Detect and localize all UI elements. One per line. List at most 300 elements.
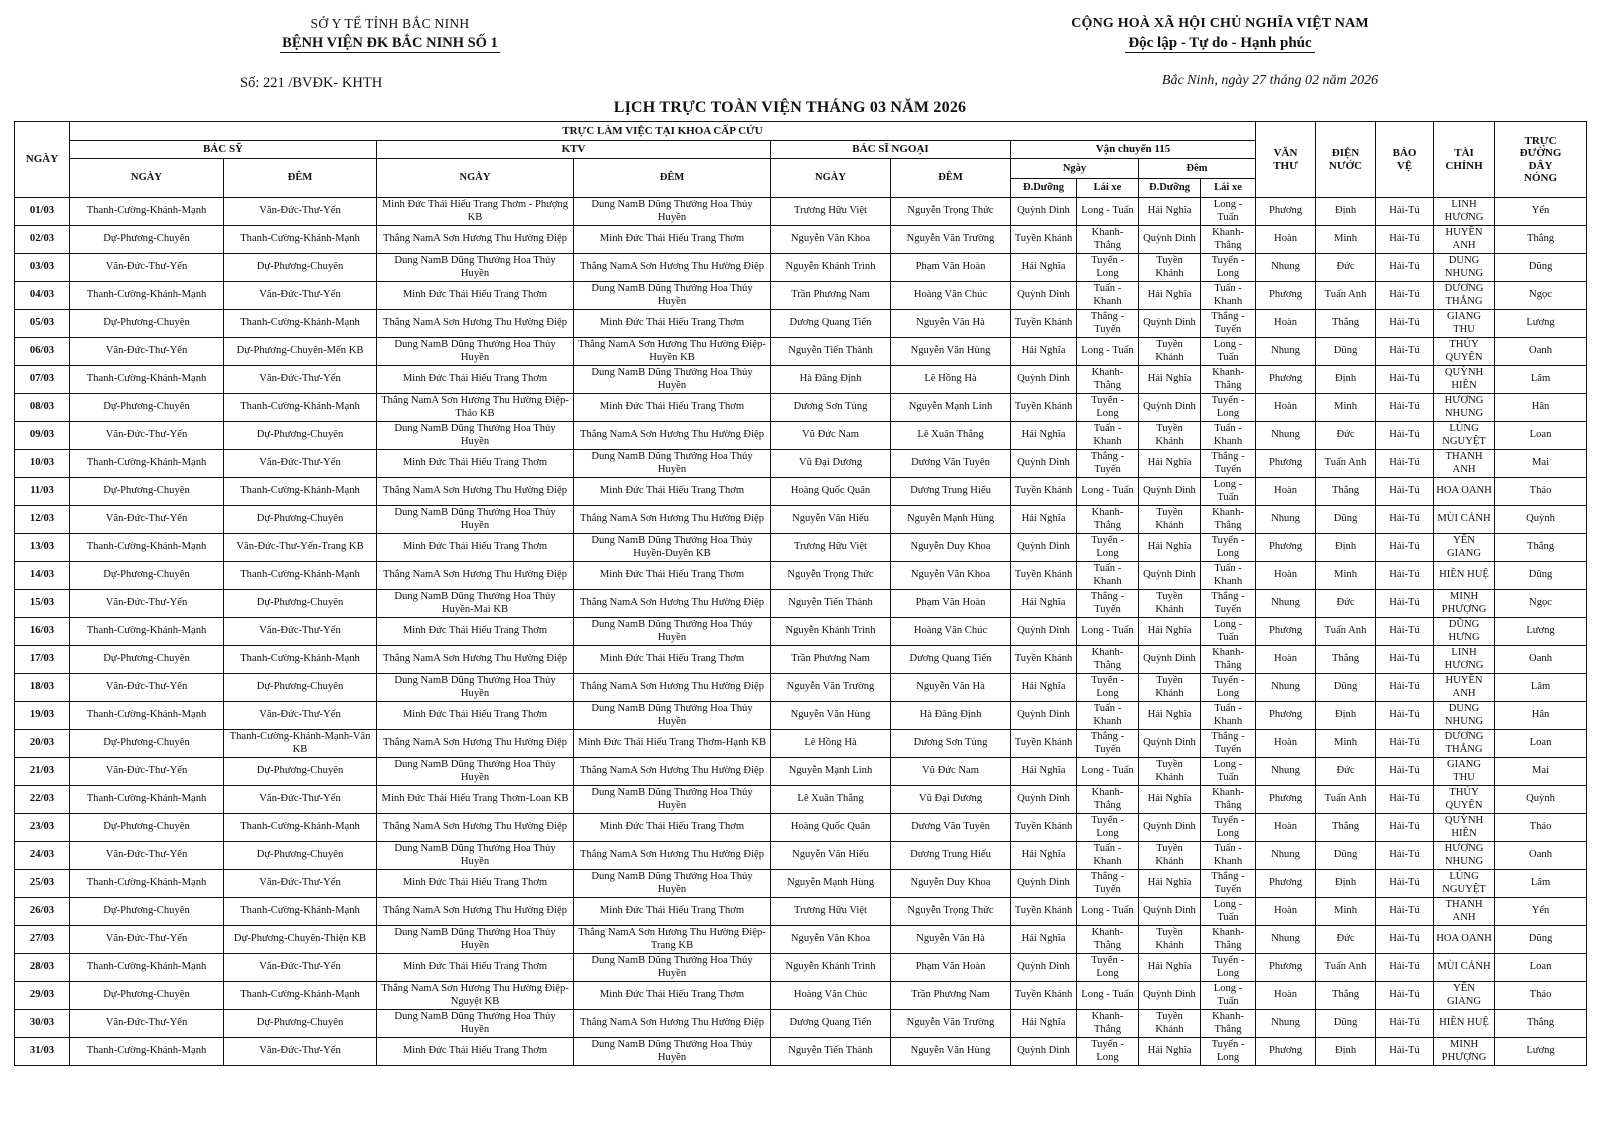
cell-bsn_ngay: Trần Phương Nam (771, 282, 891, 310)
cell-date: 05/03 (15, 310, 70, 338)
cell-vc_ngay_lx: Tuyến - Long (1077, 814, 1139, 842)
cell-tai_chinh: HOA OANH (1434, 926, 1495, 954)
cell-tai_chinh: GIANG THU (1434, 310, 1495, 338)
table-row (15, 674, 1587, 702)
cell-bs_ngay: Thanh-Cường-Khánh-Mạnh (70, 198, 224, 226)
cell-bsn_dem: Dương Trung Hiếu (891, 478, 1011, 506)
cell-van_thu: Nhung (1256, 758, 1316, 786)
cell-vc_ngay_dd: Hải Nghĩa (1011, 506, 1077, 534)
cell-bsn_ngay: Nguyễn Tiến Thành (771, 590, 891, 618)
table-header (15, 122, 1587, 198)
cell-ktv_dem: Minh Đức Thái Hiếu Trang Thơm (574, 226, 771, 254)
cell-date: 29/03 (15, 982, 70, 1010)
cell-bs_dem: Văn-Đức-Thư-Yến (224, 870, 377, 898)
cell-bs_dem: Dự-Phương-Chuyên (224, 1010, 377, 1038)
cell-vc_dem_dd: Quỳnh Dinh (1139, 394, 1201, 422)
cell-bsn_dem: Phạm Văn Hoàn (891, 954, 1011, 982)
cell-vc_ngay_lx: Khanh-Thắng (1077, 1010, 1139, 1038)
cell-bao_ve: Hải-Tú (1376, 674, 1434, 702)
cell-day_nong: Quỳnh (1495, 506, 1587, 534)
cell-bsn_dem: Nguyễn Văn Hùng (891, 1038, 1011, 1066)
national-motto-line2: Độc lập - Tự do - Hạnh phúc (930, 35, 1510, 52)
cell-vc_dem_lx: Thắng - Tuyến (1201, 590, 1256, 618)
cell-bs_dem: Thanh-Cường-Khánh-Mạnh (224, 226, 377, 254)
col-header-ktv-ngay: NGÀY (377, 159, 574, 198)
cell-tai_chinh: MÙI CẢNH (1434, 954, 1495, 982)
cell-tai_chinh: LÙNG NGUYỆT (1434, 870, 1495, 898)
cell-vc_ngay_lx: Tuấn - Khanh (1077, 422, 1139, 450)
cell-date: 15/03 (15, 590, 70, 618)
cell-tai_chinh: LINH HƯƠNG (1434, 198, 1495, 226)
cell-bsn_ngay: Trương Hữu Việt (771, 198, 891, 226)
table-row (15, 562, 1587, 590)
cell-bao_ve: Hải-Tú (1376, 338, 1434, 366)
cell-bsn_ngay: Nguyễn Khánh Trình (771, 954, 891, 982)
cell-bao_ve: Hải-Tú (1376, 562, 1434, 590)
cell-tai_chinh: HUYỀN ANH (1434, 226, 1495, 254)
cell-bsn_ngay: Nguyễn Văn Hiếu (771, 842, 891, 870)
cell-bs_ngay: Văn-Đức-Thư-Yến (70, 842, 224, 870)
col-header-tai-chinh: TÀI CHÍNH (1434, 122, 1495, 198)
cell-bs_dem: Thanh-Cường-Khánh-Mạnh (224, 814, 377, 842)
cell-tai_chinh: QUỲNH HIỀN (1434, 366, 1495, 394)
table-row (15, 310, 1587, 338)
cell-ktv_dem: Minh Đức Thái Hiếu Trang Thơm (574, 394, 771, 422)
cell-date: 25/03 (15, 870, 70, 898)
cell-vc_ngay_lx: Tuyến - Long (1077, 394, 1139, 422)
cell-bs_ngay: Thanh-Cường-Khánh-Mạnh (70, 282, 224, 310)
cell-bsn_dem: Nguyễn Mạnh Hùng (891, 506, 1011, 534)
cell-bao_ve: Hải-Tú (1376, 506, 1434, 534)
cell-vc_ngay_dd: Quỳnh Dinh (1011, 282, 1077, 310)
cell-van_thu: Nhung (1256, 590, 1316, 618)
cell-bsn_dem: Nguyễn Trọng Thức (891, 898, 1011, 926)
cell-vc_ngay_lx: Tuyến - Long (1077, 954, 1139, 982)
table-row (15, 394, 1587, 422)
cell-date: 17/03 (15, 646, 70, 674)
cell-ktv_dem: Minh Đức Thái Hiếu Trang Thơm (574, 646, 771, 674)
cell-vc_dem_dd: Quỳnh Dinh (1139, 310, 1201, 338)
cell-bs_ngay: Thanh-Cường-Khánh-Mạnh (70, 870, 224, 898)
cell-vc_dem_dd: Hải Nghĩa (1139, 198, 1201, 226)
cell-van_thu: Phương (1256, 954, 1316, 982)
cell-bs_dem: Dự-Phương-Chuyên (224, 842, 377, 870)
cell-ktv_dem: Minh Đức Thái Hiếu Trang Thơm (574, 310, 771, 338)
cell-bs_ngay: Thanh-Cường-Khánh-Mạnh (70, 1038, 224, 1066)
cell-date: 12/03 (15, 506, 70, 534)
cell-dien_nuoc: Đức (1316, 926, 1376, 954)
cell-bs_ngay: Dự-Phương-Chuyên (70, 394, 224, 422)
cell-tai_chinh: HIỀN HUỆ (1434, 1010, 1495, 1038)
cell-bs_ngay: Dự-Phương-Chuyên (70, 562, 224, 590)
cell-vc_ngay_lx: Long - Tuấn (1077, 898, 1139, 926)
cell-dien_nuoc: Đức (1316, 590, 1376, 618)
cell-ktv_ngay: Thắng NamA Sơn Hương Thu Hường Điệp (377, 814, 574, 842)
cell-van_thu: Phương (1256, 366, 1316, 394)
cell-day_nong: Loan (1495, 954, 1587, 982)
cell-bao_ve: Hải-Tú (1376, 982, 1434, 1010)
table-row (15, 226, 1587, 254)
cell-bs_ngay: Thanh-Cường-Khánh-Mạnh (70, 618, 224, 646)
cell-vc_dem_lx: Khanh-Thắng (1201, 1010, 1256, 1038)
col-header-vc-dem-dieu-duong: Đ.Dưỡng (1139, 179, 1201, 198)
cell-bao_ve: Hải-Tú (1376, 786, 1434, 814)
cell-bsn_ngay: Nguyễn Khánh Trình (771, 618, 891, 646)
cell-ktv_ngay: Minh Đức Thái Hiếu Trang Thơm (377, 702, 574, 730)
cell-vc_dem_dd: Hải Nghĩa (1139, 618, 1201, 646)
cell-vc_ngay_lx: Khanh-Thắng (1077, 366, 1139, 394)
cell-bsn_dem: Vũ Đại Dương (891, 786, 1011, 814)
cell-ktv_dem: Minh Đức Thái Hiếu Trang Thơm (574, 478, 771, 506)
cell-bs_ngay: Dự-Phương-Chuyên (70, 478, 224, 506)
cell-bsn_dem: Nguyễn Mạnh Linh (891, 394, 1011, 422)
cell-dien_nuoc: Thắng (1316, 982, 1376, 1010)
cell-ktv_dem: Thắng NamA Sơn Hương Thu Hường Điệp-Huyền KB (574, 338, 771, 366)
cell-vc_ngay_dd: Hải Nghĩa (1011, 422, 1077, 450)
cell-vc_ngay_lx: Long - Tuấn (1077, 338, 1139, 366)
cell-dien_nuoc: Định (1316, 870, 1376, 898)
cell-bsn_ngay: Dương Sơn Tùng (771, 394, 891, 422)
cell-ktv_dem: Minh Đức Thái Hiếu Trang Thơm (574, 562, 771, 590)
cell-ktv_ngay: Minh Đức Thái Hiếu Trang Thơm (377, 618, 574, 646)
cell-bs_ngay: Thanh-Cường-Khánh-Mạnh (70, 786, 224, 814)
cell-vc_ngay_lx: Tuấn - Khanh (1077, 842, 1139, 870)
cell-vc_ngay_dd: Tuyền Khánh (1011, 646, 1077, 674)
table-row (15, 422, 1587, 450)
cell-bs_ngay: Dự-Phương-Chuyên (70, 730, 224, 758)
cell-bs_ngay: Văn-Đức-Thư-Yến (70, 254, 224, 282)
cell-date: 18/03 (15, 674, 70, 702)
cell-day_nong: Dũng (1495, 562, 1587, 590)
cell-vc_ngay_dd: Tuyền Khánh (1011, 814, 1077, 842)
cell-tai_chinh: MINH PHƯỢNG (1434, 590, 1495, 618)
cell-bsn_ngay: Nguyễn Văn Khoa (771, 926, 891, 954)
cell-vc_ngay_lx: Khanh-Thắng (1077, 786, 1139, 814)
col-header-date: NGÀY (15, 122, 70, 198)
cell-vc_ngay_dd: Tuyền Khánh (1011, 310, 1077, 338)
cell-ktv_ngay: Dung NamB Dũng Thưởng Hoa Thủy Huyền (377, 1010, 574, 1038)
cell-ktv_dem: Thắng NamA Sơn Hương Thu Hường Điệp (574, 674, 771, 702)
table-row (15, 758, 1587, 786)
cell-vc_ngay_lx: Tuyến - Long (1077, 674, 1139, 702)
col-header-van-thu: VĂN THƯ (1256, 122, 1316, 198)
cell-vc_ngay_dd: Hải Nghĩa (1011, 590, 1077, 618)
table-row (15, 618, 1587, 646)
col-header-vc-dem-lai-xe: Lái xe (1201, 179, 1256, 198)
col-group-ktv: KTV (377, 141, 771, 159)
cell-bs_ngay: Dự-Phương-Chuyên (70, 898, 224, 926)
cell-bsn_dem: Hoàng Văn Chúc (891, 618, 1011, 646)
col-header-bsn-ngay: NGÀY (771, 159, 891, 198)
cell-ktv_dem: Thắng NamA Sơn Hương Thu Hường Điệp-Trang KB (574, 926, 771, 954)
cell-vc_ngay_dd: Hải Nghĩa (1011, 254, 1077, 282)
cell-tai_chinh: MÙI CẢNH (1434, 506, 1495, 534)
cell-ktv_ngay: Minh Đức Thái Hiếu Trang Thơm (377, 954, 574, 982)
cell-vc_dem_lx: Tuấn - Khanh (1201, 562, 1256, 590)
cell-vc_dem_lx: Thắng - Tuyến (1201, 310, 1256, 338)
cell-ktv_dem: Minh Đức Thái Hiếu Trang Thơm (574, 898, 771, 926)
cell-day_nong: Lương (1495, 618, 1587, 646)
cell-bao_ve: Hải-Tú (1376, 478, 1434, 506)
cell-bao_ve: Hải-Tú (1376, 590, 1434, 618)
cell-van_thu: Phương (1256, 702, 1316, 730)
table-row (15, 534, 1587, 562)
cell-bao_ve: Hải-Tú (1376, 1010, 1434, 1038)
cell-bs_ngay: Văn-Đức-Thư-Yến (70, 422, 224, 450)
cell-dien_nuoc: Tuấn Anh (1316, 450, 1376, 478)
cell-van_thu: Phương (1256, 282, 1316, 310)
cell-bs_ngay: Dự-Phương-Chuyên (70, 982, 224, 1010)
cell-date: 01/03 (15, 198, 70, 226)
cell-bao_ve: Hải-Tú (1376, 618, 1434, 646)
cell-bsn_ngay: Hà Đăng Định (771, 366, 891, 394)
cell-ktv_dem: Dung NamB Dũng Thưởng Hoa Thủy Huyền (574, 450, 771, 478)
col-header-bs-dem: ĐÊM (224, 159, 377, 198)
cell-bsn_ngay: Hoàng Quốc Quân (771, 478, 891, 506)
cell-bsn_dem: Nguyễn Văn Trường (891, 1010, 1011, 1038)
cell-van_thu: Nhung (1256, 926, 1316, 954)
cell-vc_ngay_dd: Tuyền Khánh (1011, 226, 1077, 254)
cell-bs_dem: Thanh-Cường-Khánh-Mạnh-Vân KB (224, 730, 377, 758)
cell-van_thu: Hoàn (1256, 814, 1316, 842)
cell-bs_ngay: Dự-Phương-Chuyên (70, 646, 224, 674)
cell-bsn_dem: Nguyễn Duy Khoa (891, 870, 1011, 898)
cell-ktv_ngay: Minh Đức Thái Hiếu Trang Thơm (377, 870, 574, 898)
cell-bsn_dem: Nguyễn Văn Hà (891, 674, 1011, 702)
table-row (15, 338, 1587, 366)
org-name: BỆNH VIỆN ĐK BẮC NINH SỐ 1 (282, 35, 498, 51)
cell-vc_dem_dd: Tuyền Khánh (1139, 590, 1201, 618)
cell-ktv_dem: Thắng NamA Sơn Hương Thu Hường Điệp (574, 758, 771, 786)
cell-day_nong: Yến (1495, 198, 1587, 226)
cell-vc_dem_lx: Khanh-Thắng (1201, 646, 1256, 674)
cell-vc_ngay_lx: Long - Tuấn (1077, 198, 1139, 226)
cell-date: 27/03 (15, 926, 70, 954)
cell-vc_dem_dd: Hải Nghĩa (1139, 366, 1201, 394)
cell-date: 28/03 (15, 954, 70, 982)
cell-dien_nuoc: Minh (1316, 730, 1376, 758)
table-row (15, 786, 1587, 814)
cell-day_nong: Hân (1495, 702, 1587, 730)
cell-bsn_dem: Dương Sơn Tùng (891, 730, 1011, 758)
cell-vc_ngay_dd: Quỳnh Dinh (1011, 534, 1077, 562)
cell-day_nong: Hân (1495, 394, 1587, 422)
cell-bao_ve: Hải-Tú (1376, 898, 1434, 926)
cell-bsn_dem: Nguyễn Văn Trường (891, 226, 1011, 254)
cell-ktv_dem: Dung NamB Dũng Thưởng Hoa Thủy Huyền (574, 870, 771, 898)
cell-bsn_ngay: Vũ Đức Nam (771, 422, 891, 450)
cell-vc_dem_lx: Khanh-Thắng (1201, 926, 1256, 954)
cell-ktv_dem: Minh Đức Thái Hiếu Trang Thơm-Hạnh KB (574, 730, 771, 758)
cell-bao_ve: Hải-Tú (1376, 198, 1434, 226)
cell-bsn_dem: Hoàng Văn Chúc (891, 282, 1011, 310)
cell-vc_ngay_dd: Quỳnh Dinh (1011, 450, 1077, 478)
cell-vc_dem_lx: Khanh-Thắng (1201, 226, 1256, 254)
cell-vc_dem_lx: Tuyến - Long (1201, 394, 1256, 422)
cell-bao_ve: Hải-Tú (1376, 758, 1434, 786)
cell-vc_ngay_lx: Khanh-Thắng (1077, 646, 1139, 674)
cell-vc_dem_dd: Hải Nghĩa (1139, 702, 1201, 730)
col-header-vc-ngay-lai-xe: Lái xe (1077, 179, 1139, 198)
cell-date: 20/03 (15, 730, 70, 758)
cell-van_thu: Nhung (1256, 422, 1316, 450)
cell-vc_dem_lx: Khanh-Thắng (1201, 506, 1256, 534)
col-header-ktv-dem: ĐÊM (574, 159, 771, 198)
schedule-table (14, 121, 1587, 1066)
cell-dien_nuoc: Tuấn Anh (1316, 786, 1376, 814)
cell-vc_dem_dd: Hải Nghĩa (1139, 786, 1201, 814)
cell-ktv_dem: Minh Đức Thái Hiếu Trang Thơm (574, 982, 771, 1010)
cell-vc_ngay_lx: Tuấn - Khanh (1077, 282, 1139, 310)
cell-van_thu: Phương (1256, 198, 1316, 226)
cell-dien_nuoc: Định (1316, 702, 1376, 730)
cell-van_thu: Hoàn (1256, 982, 1316, 1010)
cell-tai_chinh: THANH ANH (1434, 450, 1495, 478)
table-row (15, 926, 1587, 954)
cell-day_nong: Thảo (1495, 478, 1587, 506)
cell-tai_chinh: THANH ANH (1434, 898, 1495, 926)
cell-vc_dem_dd: Quỳnh Dinh (1139, 814, 1201, 842)
cell-day_nong: Dũng (1495, 254, 1587, 282)
cell-van_thu: Hoàn (1256, 646, 1316, 674)
cell-bs_ngay: Thanh-Cường-Khánh-Mạnh (70, 366, 224, 394)
cell-vc_dem_dd: Tuyền Khánh (1139, 674, 1201, 702)
cell-dien_nuoc: Tuấn Anh (1316, 954, 1376, 982)
cell-van_thu: Nhung (1256, 506, 1316, 534)
cell-bao_ve: Hải-Tú (1376, 814, 1434, 842)
cell-vc_ngay_dd: Tuyền Khánh (1011, 982, 1077, 1010)
cell-day_nong: Oanh (1495, 842, 1587, 870)
cell-ktv_dem: Thắng NamA Sơn Hương Thu Hường Điệp (574, 1010, 771, 1038)
cell-bsn_dem: Nguyễn Văn Hùng (891, 338, 1011, 366)
cell-bao_ve: Hải-Tú (1376, 870, 1434, 898)
cell-vc_ngay_lx: Tuyến - Long (1077, 534, 1139, 562)
cell-day_nong: Loan (1495, 422, 1587, 450)
cell-ktv_ngay: Minh Đức Thái Hiếu Trang Thơm-Loan KB (377, 786, 574, 814)
cell-vc_dem_dd: Quỳnh Dinh (1139, 730, 1201, 758)
col-group-van-chuyen-115: Vận chuyển 115 (1011, 141, 1256, 159)
cell-dien_nuoc: Đức (1316, 422, 1376, 450)
cell-dien_nuoc: Minh (1316, 226, 1376, 254)
table-row (15, 366, 1587, 394)
cell-vc_dem_lx: Tuấn - Khanh (1201, 282, 1256, 310)
org-parent-name: SỞ Y TẾ TỈNH BẮC NINH (310, 16, 470, 31)
table-row (15, 982, 1587, 1010)
cell-bsn_ngay: Nguyễn Mạnh Hùng (771, 870, 891, 898)
cell-bs_dem: Văn-Đức-Thư-Yến (224, 618, 377, 646)
cell-tai_chinh: HIỀN HUỆ (1434, 562, 1495, 590)
cell-vc_ngay_dd: Hải Nghĩa (1011, 674, 1077, 702)
cell-day_nong: Thắng (1495, 1010, 1587, 1038)
cell-bsn_ngay: Nguyễn Tiến Thành (771, 1038, 891, 1066)
cell-bsn_dem: Dương Quang Tiến (891, 646, 1011, 674)
cell-tai_chinh: DƯƠNG THẮNG (1434, 282, 1495, 310)
cell-van_thu: Hoàn (1256, 226, 1316, 254)
cell-vc_dem_lx: Thắng - Tuyến (1201, 730, 1256, 758)
cell-bsn_ngay: Lê Xuân Thắng (771, 786, 891, 814)
cell-vc_ngay_dd: Quỳnh Dinh (1011, 954, 1077, 982)
cell-bs_dem: Văn-Đức-Thư-Yến (224, 282, 377, 310)
cell-dien_nuoc: Tuấn Anh (1316, 618, 1376, 646)
cell-ktv_ngay: Minh Đức Thái Hiếu Trang Thơm (377, 450, 574, 478)
cell-dien_nuoc: Đức (1316, 254, 1376, 282)
cell-van_thu: Nhung (1256, 1010, 1316, 1038)
cell-day_nong: Mai (1495, 758, 1587, 786)
cell-vc_dem_lx: Long - Tuấn (1201, 982, 1256, 1010)
cell-tai_chinh: HUYỀN ANH (1434, 674, 1495, 702)
cell-van_thu: Phương (1256, 450, 1316, 478)
cell-ktv_ngay: Thắng NamA Sơn Hương Thu Hường Điệp (377, 730, 574, 758)
cell-vc_ngay_lx: Thắng - Tuyến (1077, 450, 1139, 478)
cell-day_nong: Mai (1495, 450, 1587, 478)
cell-bsn_ngay: Hoàng Quốc Quân (771, 814, 891, 842)
cell-bao_ve: Hải-Tú (1376, 926, 1434, 954)
cell-tai_chinh: QUỲNH HIỀN (1434, 814, 1495, 842)
cell-bao_ve: Hải-Tú (1376, 226, 1434, 254)
cell-van_thu: Phương (1256, 534, 1316, 562)
cell-day_nong: Ngọc (1495, 590, 1587, 618)
cell-bs_dem: Thanh-Cường-Khánh-Mạnh (224, 562, 377, 590)
cell-bs_ngay: Văn-Đức-Thư-Yến (70, 1010, 224, 1038)
cell-bs_dem: Dự-Phương-Chuyên (224, 422, 377, 450)
cell-vc_dem_lx: Tuấn - Khanh (1201, 702, 1256, 730)
cell-date: 22/03 (15, 786, 70, 814)
col-group-bac-si-ngoai: BÁC SĨ NGOẠI (771, 141, 1011, 159)
cell-vc_dem_lx: Khanh-Thắng (1201, 366, 1256, 394)
col-group-emergency-dept: TRỰC LÀM VIỆC TẠI KHOA CẤP CỨU (70, 122, 1256, 141)
cell-vc_ngay_dd: Quỳnh Dinh (1011, 618, 1077, 646)
cell-date: 10/03 (15, 450, 70, 478)
cell-bs_ngay: Văn-Đức-Thư-Yến (70, 758, 224, 786)
issue-date-line: Bắc Ninh, ngày 27 tháng 02 năm 2026 (1161, 73, 1379, 88)
cell-dien_nuoc: Dũng (1316, 1010, 1376, 1038)
cell-bao_ve: Hải-Tú (1376, 646, 1434, 674)
cell-van_thu: Phương (1256, 618, 1316, 646)
cell-day_nong: Oanh (1495, 338, 1587, 366)
cell-bs_ngay: Thanh-Cường-Khánh-Mạnh (70, 702, 224, 730)
cell-vc_dem_lx: Tuấn - Khanh (1201, 422, 1256, 450)
cell-day_nong: Thắng (1495, 534, 1587, 562)
cell-dien_nuoc: Tuấn Anh (1316, 282, 1376, 310)
cell-bao_ve: Hải-Tú (1376, 366, 1434, 394)
cell-tai_chinh: HƯƠNG NHUNG (1434, 842, 1495, 870)
cell-bs_ngay: Văn-Đức-Thư-Yến (70, 590, 224, 618)
table-row (15, 1038, 1587, 1066)
cell-vc_ngay_dd: Hải Nghĩa (1011, 842, 1077, 870)
cell-dien_nuoc: Dũng (1316, 842, 1376, 870)
cell-ktv_ngay: Dung NamB Dũng Thưởng Hoa Thủy Huyền (377, 338, 574, 366)
cell-bao_ve: Hải-Tú (1376, 450, 1434, 478)
cell-vc_dem_lx: Long - Tuấn (1201, 338, 1256, 366)
cell-bs_dem: Văn-Đức-Thư-Yến (224, 702, 377, 730)
cell-bsn_dem: Lê Xuân Thắng (891, 422, 1011, 450)
cell-vc_ngay_dd: Hải Nghĩa (1011, 926, 1077, 954)
cell-date: 04/03 (15, 282, 70, 310)
cell-vc_dem_dd: Tuyền Khánh (1139, 254, 1201, 282)
cell-ktv_ngay: Dung NamB Dũng Thưởng Hoa Thủy Huyền (377, 674, 574, 702)
cell-bao_ve: Hải-Tú (1376, 954, 1434, 982)
cell-bs_dem: Thanh-Cường-Khánh-Mạnh (224, 898, 377, 926)
cell-bs_dem: Thanh-Cường-Khánh-Mạnh (224, 394, 377, 422)
cell-vc_dem_lx: Tuyến - Long (1201, 674, 1256, 702)
col-header-hotline: TRỰC ĐƯỜNG DÂY NÓNG (1495, 122, 1587, 198)
cell-bs_dem: Văn-Đức-Thư-Yến (224, 198, 377, 226)
cell-bs_dem: Văn-Đức-Thư-Yến (224, 786, 377, 814)
cell-vc_ngay_lx: Thắng - Tuyến (1077, 730, 1139, 758)
cell-vc_ngay_dd: Tuyền Khánh (1011, 730, 1077, 758)
cell-dien_nuoc: Dũng (1316, 338, 1376, 366)
table-row (15, 478, 1587, 506)
